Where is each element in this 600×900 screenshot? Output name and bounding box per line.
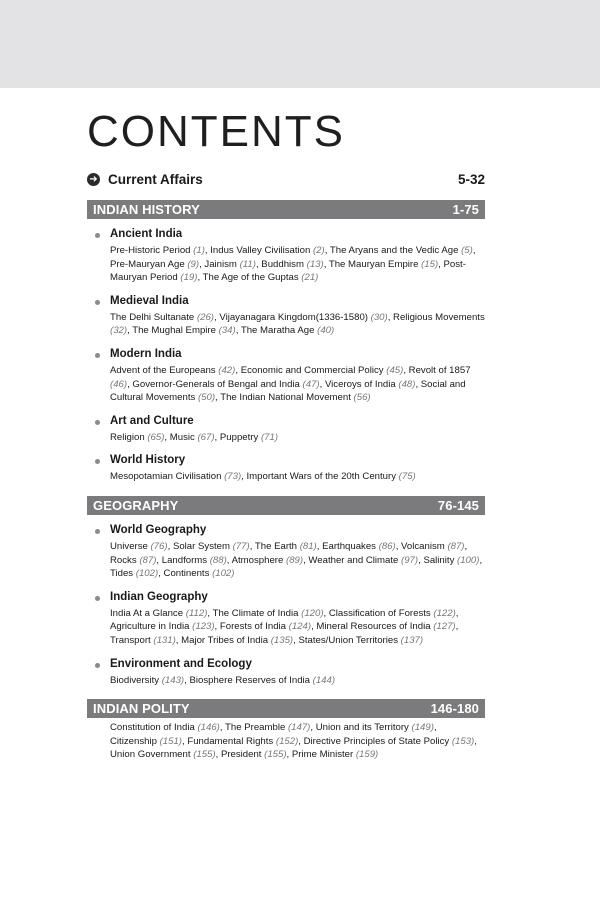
topic-entry[interactable] (241, 325, 334, 336)
topic-entry[interactable] (132, 379, 319, 390)
topic-entry[interactable] (170, 432, 215, 443)
topic-title: Buddhism (261, 258, 307, 270)
item-topics: Pre-Historic Period (1), Indus Valley Civilisation (2), The Aryans and the Vedic Age (5), Pre-Mauryan Age (9), Jainism (11), Buddhism (13), The Mauryan Empire (15), Post-Mauryan Period (19), The Age of the Guptas (21) (110, 245, 476, 284)
topic-title: Fundamental Rights (187, 735, 276, 747)
topic-page: (42) (218, 364, 236, 376)
topic-entry[interactable] (220, 392, 370, 403)
topic-title: The Delhi Sultanate (110, 311, 197, 323)
topic-title: India At a Glance (110, 607, 186, 619)
topic-entry[interactable] (325, 379, 415, 390)
topic-title: Pre-Historic Period (110, 245, 194, 256)
topic-entry[interactable] (261, 259, 323, 270)
topic-title: Major Tribes of India (181, 634, 271, 646)
section (87, 200, 485, 484)
section-items (87, 523, 485, 687)
contents-page (87, 88, 485, 762)
topic-page: (122) (433, 607, 456, 619)
topic-title: Music (169, 431, 198, 443)
topic-entry[interactable] (162, 555, 227, 566)
topic-entry[interactable] (110, 245, 205, 256)
topic-title: The Preamble (225, 722, 288, 734)
topic-entry[interactable] (203, 272, 319, 283)
topic-title: Religion (110, 431, 148, 443)
topic-title: Constitution of India (110, 722, 198, 734)
topic-entry[interactable] (304, 736, 475, 747)
list-item (87, 294, 485, 338)
list-item (87, 227, 485, 285)
topic-title: Agriculture in India (110, 621, 193, 633)
list-item (87, 414, 485, 445)
topic-page: (144) (312, 674, 336, 686)
topic-title: Pre-Mauryan Age (110, 258, 188, 270)
section-header-bar[interactable] (87, 496, 485, 515)
topic-title: Important Wars of the 20th Century (246, 471, 399, 483)
bullet-icon (95, 596, 100, 601)
topic-title: Revolt of 1857 (408, 364, 471, 376)
topic-entry[interactable] (330, 245, 473, 256)
topic-title: Continents (163, 568, 213, 580)
item-heading[interactable]: World History (110, 454, 186, 467)
topic-page: (151) (159, 735, 182, 747)
item-topics: India At a Glance (112), The Climate of India (120), Classification of Forests (122), Agriculture in India (123), Forests of India (124), Mineral Resources of India (127), Transport (131), Major Tribes of India (135), States/Union Territories (137) (110, 607, 459, 646)
bullet-icon (95, 233, 100, 238)
topic-entry[interactable] (110, 432, 164, 443)
list-item (87, 590, 485, 648)
topic-page: (100) (457, 554, 480, 566)
topic-page: (73) (224, 471, 242, 483)
topic-page: (97) (401, 554, 419, 566)
current-affairs-pages: 5-32 (457, 171, 485, 187)
topic-page: (2) (312, 245, 325, 256)
bullet-icon (95, 529, 100, 534)
topic-entry[interactable] (225, 722, 310, 733)
topic-title: The Indian National Movement (220, 392, 354, 404)
topic-page: (47) (302, 378, 320, 390)
topic-entry[interactable] (110, 621, 215, 632)
topic-title: Jainism (204, 258, 240, 270)
topic-page: (48) (398, 378, 416, 390)
topic-page: (89) (286, 554, 304, 566)
arrow-circle-icon: ➜ (87, 173, 100, 186)
list-item (87, 523, 485, 581)
item-heading[interactable]: Ancient India (110, 228, 183, 240)
topic-page: (135) (270, 634, 294, 646)
topic-title: States/Union Territories (298, 634, 401, 646)
topic-page: (102) (135, 568, 159, 580)
topic-page: (77) (232, 540, 250, 552)
section-topics: Constitution of India (146), The Preamble (147), Union and its Territory (149), Citizenship (151), Fundamental Rights (152), Directive Principles of State Policy (153), Union Government (155), President (155), Prime Minister (159) (110, 722, 477, 761)
topic-entry[interactable] (292, 749, 378, 760)
topic-page: (46) (110, 378, 128, 390)
topic-page: (102) (212, 568, 235, 580)
topic-page: (76) (150, 540, 168, 552)
topic-entry[interactable] (110, 608, 207, 619)
topic-page: (40) (317, 325, 335, 337)
topic-title: The Mughal Empire (132, 325, 219, 337)
topic-entry[interactable] (220, 621, 311, 632)
topic-title: Tides (110, 568, 136, 580)
topic-page: (153) (451, 735, 475, 747)
topic-title: Indus Valley Civilisation (210, 245, 313, 256)
topic-title: Puppetry (219, 431, 261, 443)
topic-title: Rocks (110, 554, 140, 566)
topic-page: (86) (378, 540, 396, 552)
topic-entry[interactable] (329, 259, 438, 270)
topic-title: Union Government (110, 749, 194, 761)
current-affairs-row[interactable] (87, 170, 485, 188)
topic-page: (50) (197, 392, 216, 404)
item-heading[interactable]: Environment and Ecology (110, 657, 252, 670)
topic-entry[interactable] (213, 608, 324, 619)
topic-entry[interactable] (189, 675, 335, 686)
section-title: INDIAN HISTORY (93, 202, 200, 217)
topic-title: The Age of the Guptas (202, 272, 302, 284)
item-topics: The Delhi Sultanate (26), Vijayanagara Kingdom(1336-1580) (30), Religious Movements (32), The Mughal Empire (34), The Maratha Age (40) (110, 311, 485, 337)
item-heading[interactable]: Modern India (110, 347, 182, 360)
item-heading[interactable]: Indian Geography (110, 590, 208, 603)
topic-page: (11) (239, 258, 256, 270)
topic-page: (75) (398, 471, 416, 483)
topic-entry[interactable] (110, 312, 214, 323)
list-item (87, 657, 485, 688)
topic-title: Mesopotamian Civilisation (110, 471, 225, 483)
topic-entry[interactable] (187, 736, 298, 747)
topic-title: The Mauryan Empire (328, 258, 422, 270)
topic-page: (65) (147, 431, 165, 443)
topic-title: Biodiversity (110, 674, 162, 686)
topic-page: (143) (161, 674, 185, 686)
item-topics: Advent of the Europeans (42), Economic and Commercial Policy (45), Revolt of 1857 (46), Governor-Generals of Bengal and India (47), Viceroys of India (48), Social and Cultural Movements (50), The Indian National Movement (56) (110, 364, 471, 404)
topic-page: (15) (421, 258, 439, 270)
item-topics: Mesopotamian Civilisation (73), Important Wars of the 20th Century (75) (110, 471, 416, 483)
item-heading[interactable]: World Geography (110, 523, 207, 536)
section-title: INDIAN POLITY (93, 701, 190, 717)
topic-entry[interactable] (221, 749, 287, 760)
topic-title: Religious Movements (393, 311, 485, 323)
topic-title: Prime Minister (291, 749, 356, 761)
topic-page: (87) (139, 554, 157, 566)
topic-title: Union and its Territory (315, 722, 412, 734)
item-heading[interactable]: Art and Culture (110, 414, 194, 427)
topic-page: (30) (370, 311, 388, 323)
topic-entry[interactable] (204, 259, 256, 270)
topic-page: (13) (306, 258, 324, 270)
topic-title: Economic and Commercial Policy (240, 364, 387, 376)
topic-title: Atmosphere (231, 554, 287, 566)
section (87, 699, 485, 762)
topic-page: (5) (461, 245, 473, 256)
topic-entry[interactable] (110, 675, 184, 686)
topic-entry[interactable] (232, 555, 303, 566)
topic-entry[interactable] (110, 541, 168, 552)
topic-title: Directive Principles of State Policy (303, 735, 452, 747)
topic-entry[interactable] (210, 245, 324, 256)
bullet-icon (95, 663, 100, 668)
topic-entry[interactable] (110, 635, 176, 646)
topic-page: (152) (275, 735, 299, 747)
topic-entry[interactable] (308, 555, 418, 566)
topic-page: (87) (447, 540, 465, 552)
topic-entry[interactable] (316, 722, 434, 733)
topic-title: Citizenship (110, 735, 160, 747)
topic-page: (124) (288, 621, 312, 633)
topic-entry[interactable] (322, 541, 396, 552)
topic-entry[interactable] (401, 541, 464, 552)
topic-entry[interactable] (298, 635, 423, 646)
topic-title: The Aryans and the Vedic Age (329, 245, 462, 256)
topic-title: Weather and Climate (308, 554, 402, 566)
topic-page: (137) (400, 634, 424, 646)
topic-page: (9) (187, 258, 200, 270)
topic-entry[interactable] (110, 736, 182, 747)
top-band (0, 0, 600, 88)
topic-entry[interactable] (220, 432, 278, 443)
topic-entry[interactable] (110, 568, 158, 579)
bullet-icon (95, 300, 100, 305)
topic-entry[interactable] (247, 471, 416, 482)
topic-page: (159) (355, 749, 379, 761)
section (87, 496, 485, 687)
topic-page: (67) (197, 431, 215, 443)
topic-entry[interactable] (219, 312, 387, 323)
section-pages: 76-145 (437, 497, 479, 513)
item-heading[interactable]: Medieval India (110, 294, 189, 307)
topic-entry[interactable] (173, 541, 250, 552)
topic-title: Salinity (423, 554, 458, 566)
topic-entry[interactable] (110, 749, 216, 760)
topic-page: (26) (196, 311, 214, 323)
topic-page: (21) (301, 272, 319, 284)
topic-title: Advent of the Europeans (110, 364, 219, 376)
topic-page: (34) (218, 325, 236, 337)
topic-page: (123) (192, 621, 215, 633)
topic-page: (1) (193, 245, 205, 256)
topic-title: Biosphere Reserves of India (189, 674, 313, 686)
topic-page: (19) (180, 272, 198, 284)
bullet-icon (95, 353, 100, 358)
section-header-bar[interactable] (87, 200, 485, 219)
topic-entry[interactable] (329, 608, 456, 619)
topic-title: Transport (110, 634, 154, 646)
topic-page: (32) (110, 325, 128, 337)
topic-title: Forests of India (219, 621, 289, 633)
topic-title: The Climate of India (212, 607, 302, 619)
item-topics: Biodiversity (143), Biosphere Reserves of India (144) (110, 674, 336, 686)
list-item (87, 347, 485, 405)
item-topics: Universe (76), Solar System (77), The Earth (81), Earthquakes (86), Volcanism (87), Rocks (87), Landforms (88), Atmosphere (89), Weather and Climate (97), Salinity (100), Tides (102), Continents (102) (110, 540, 483, 580)
topic-page: (127) (433, 621, 456, 633)
topic-entry[interactable] (110, 555, 156, 566)
section-title: GEOGRAPHY (93, 497, 179, 513)
topic-page: (146) (197, 722, 220, 734)
current-affairs-label: Current Affairs (108, 171, 203, 187)
topic-entry[interactable] (110, 259, 199, 270)
section-header-bar[interactable] (87, 699, 485, 718)
topic-page: (155) (193, 749, 216, 761)
topic-entry[interactable] (110, 365, 235, 376)
topic-page: (56) (353, 392, 371, 404)
topic-page: (71) (260, 431, 279, 443)
topic-title: Universe (110, 540, 151, 552)
topic-page: (45) (386, 364, 404, 376)
topic-title: Solar System (172, 540, 233, 552)
page-title: CONTENTS (87, 107, 345, 156)
topic-entry[interactable] (110, 722, 220, 733)
topic-title: Volcanism (401, 540, 448, 552)
topic-title: Post-Mauryan Period (110, 258, 466, 284)
topic-page: (81) (299, 540, 317, 552)
topic-title: Classification of Forests (328, 607, 434, 619)
section-pages: 1-75 (452, 202, 479, 217)
topic-title: Governor-Generals of Bengal and India (132, 378, 303, 390)
sections-container (87, 200, 485, 762)
topic-title: Landforms (161, 554, 210, 566)
topic-title: The Earth (254, 540, 300, 552)
topic-title: The Maratha Age (240, 325, 318, 337)
topic-title: Earthquakes (322, 540, 379, 552)
section-items (87, 227, 485, 484)
topic-title: Vijayanagara Kingdom(1336-1580) (219, 311, 371, 323)
list-item (87, 453, 485, 484)
topic-entry[interactable] (181, 635, 293, 646)
topic-title: Social and Cultural Movements (110, 378, 466, 404)
topic-page: (120) (301, 607, 324, 619)
topic-page: (147) (287, 722, 311, 734)
topic-entry[interactable] (110, 471, 241, 482)
topic-entry[interactable] (423, 555, 479, 566)
section-pages: 146-180 (430, 701, 479, 717)
topic-title: Mineral Resources of India (316, 621, 434, 633)
bullet-icon (95, 459, 100, 464)
topic-entry[interactable] (241, 365, 404, 376)
topic-title: Viceroys of India (324, 378, 399, 390)
topic-page: (155) (264, 749, 287, 761)
item-topics: Religion (65), Music (67), Puppetry (71) (110, 431, 279, 443)
bullet-icon (95, 420, 100, 425)
topic-entry[interactable] (164, 568, 235, 579)
topic-page: (112) (185, 607, 208, 619)
topic-page: (131) (153, 634, 176, 646)
topic-entry[interactable] (316, 621, 455, 632)
topic-entry[interactable] (132, 325, 235, 336)
topic-page: (88) (209, 554, 227, 566)
topic-entry[interactable] (255, 541, 317, 552)
topic-page: (149) (411, 722, 434, 734)
topic-title: President (220, 749, 265, 761)
